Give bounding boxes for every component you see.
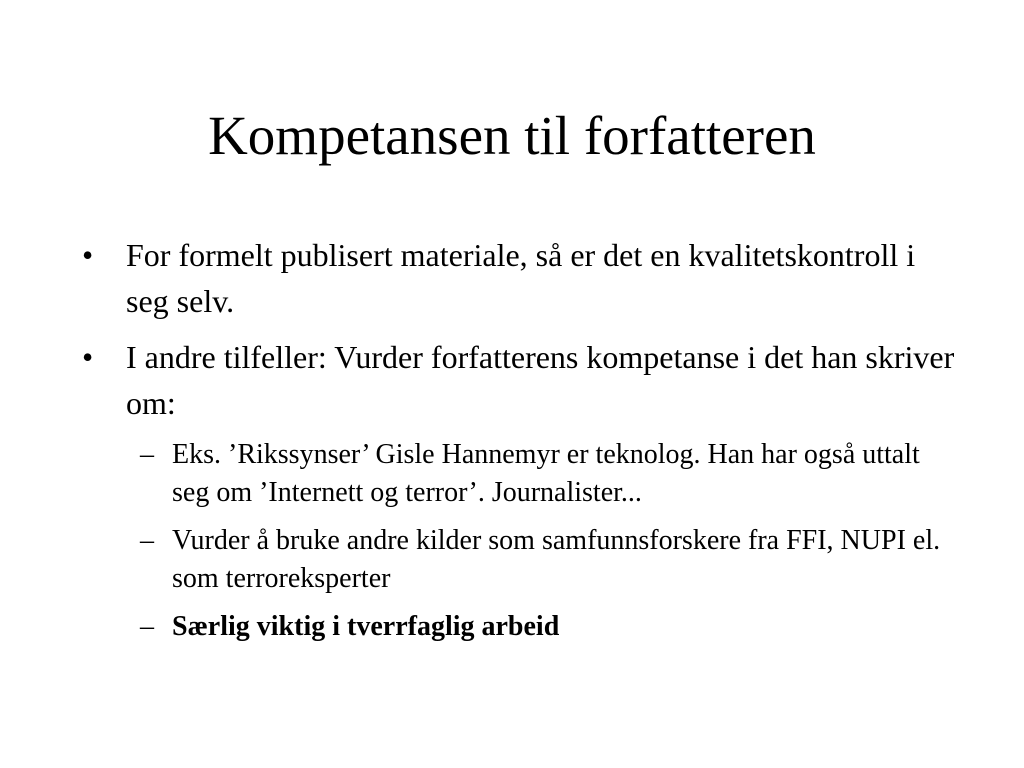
bullet-item [80, 334, 960, 426]
sub-bullet-text: Eks. ’Rikssynser’ Gisle Hannemyr er teknolog. Han har også uttalt seg om ’Internett og terror’. Journalister... [172, 439, 920, 508]
sub-bullet-text: Vurder å bruke andre kilder som samfunnsforskere fra FFI, NUPI el. som terroreksperter [172, 525, 941, 594]
sub-bullet-list [80, 436, 960, 646]
sub-bullet-text-bold: Særlig viktig i tverrfaglig arbeid [172, 611, 560, 642]
slide-body [80, 232, 960, 656]
bullet-marker: • [82, 339, 94, 375]
slide-title: Kompetansen til forfatteren [208, 105, 816, 166]
bullet-item [80, 232, 960, 324]
bullet-marker: • [82, 237, 94, 273]
sub-bullet-item [80, 608, 960, 646]
sub-bullet-marker: – [140, 439, 154, 470]
sub-bullet-marker: – [140, 525, 154, 556]
sub-bullet-item [80, 522, 960, 598]
bullet-text: For formelt publisert materiale, så er det en kvalitetskontroll i seg selv. [126, 237, 916, 319]
sub-bullet-item [80, 436, 960, 512]
bullet-text: I andre tilfeller: Vurder forfatterens kompetanse i det han skriver om: [126, 339, 955, 421]
sub-bullet-marker: – [140, 611, 154, 642]
